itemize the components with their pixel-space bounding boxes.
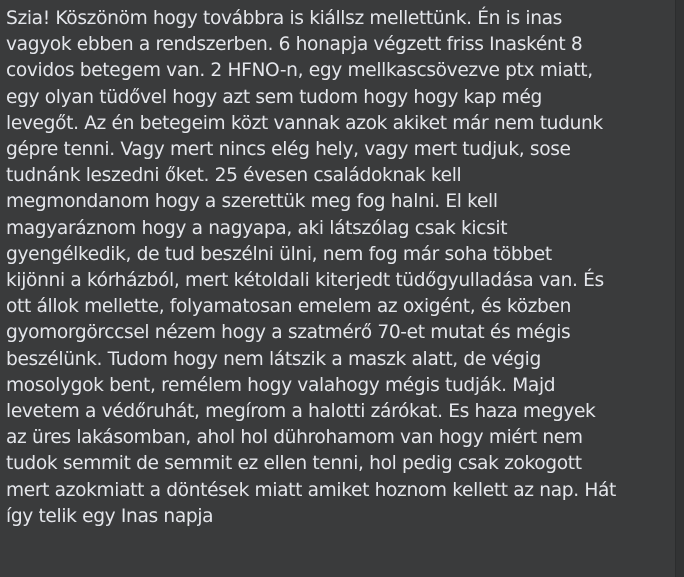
post-text-line: levetem a védőruhát, megírom a halotti zárókat. Es haza megyek xyxy=(6,401,596,423)
post-text-line: egy olyan tüdővel hogy azt sem tudom hogy hogy kap még xyxy=(6,86,542,108)
post-text-line: levegőt. Az én betegeim közt vannak azok akiket már nem tudunk xyxy=(6,112,603,134)
post-text-line: gépre tenni. Vagy mert nincs elég hely, vagy mert tudjuk, sose xyxy=(6,139,571,161)
post-text-line: beszélünk. Tudom hogy nem látszik a maszk alatt, de végig xyxy=(6,348,541,370)
post-text-line: gyomorgörccsel nézem hogy a szatmérő 70-et mutat és mégis xyxy=(6,322,571,344)
post-text-line: az üres lakásomban, ahol hol dührohamom van hogy miért nem xyxy=(6,427,583,449)
post-text-line: covidos betegem van. 2 HFNO-n, egy mellkascsövezve ptx miatt, xyxy=(6,60,593,82)
post-text-line: magyaráznom hogy a nagyapa, aki látszólag csak kicsit xyxy=(6,217,508,239)
post-text-line: tudok semmit de semmit ez ellen tenni, hol pedig csak zokogott xyxy=(6,453,582,475)
post-text-line: tudnánk leszedni őket. 25 évesen családoknak kell xyxy=(6,165,462,187)
post-text-line: mosolygok bent, remélem hogy valahogy mégis tudják. Majd xyxy=(6,374,556,396)
post-text-line: mert azokmiatt a döntések miatt amiket hoznom kellett az nap. Hát xyxy=(6,479,616,501)
post-text-line: megmondanom hogy a szerettük meg fog halni. El kell xyxy=(6,191,498,213)
post-text-line: így telik egy Inas napja xyxy=(6,505,214,527)
post-text-line: gyengélkedik, de tud beszélni ülni, nem fog már soha többet xyxy=(6,243,552,265)
post-text-line: ott állok mellette, folyamatosan emelem az oxigént, és közben xyxy=(6,296,571,318)
post-text-line: vagyok ebben a rendszerben. 6 honapja végzett friss Inasként 8 xyxy=(6,34,583,56)
bubble-edge xyxy=(676,0,684,577)
post-text-line: Szia! Köszönöm hogy továbbra is kiállsz mellettünk. Én is inas xyxy=(6,8,563,29)
post-text-line: kijönni a kórházból, mert kétoldali kiterjedt tüdőgyulladása van. És xyxy=(6,270,604,292)
